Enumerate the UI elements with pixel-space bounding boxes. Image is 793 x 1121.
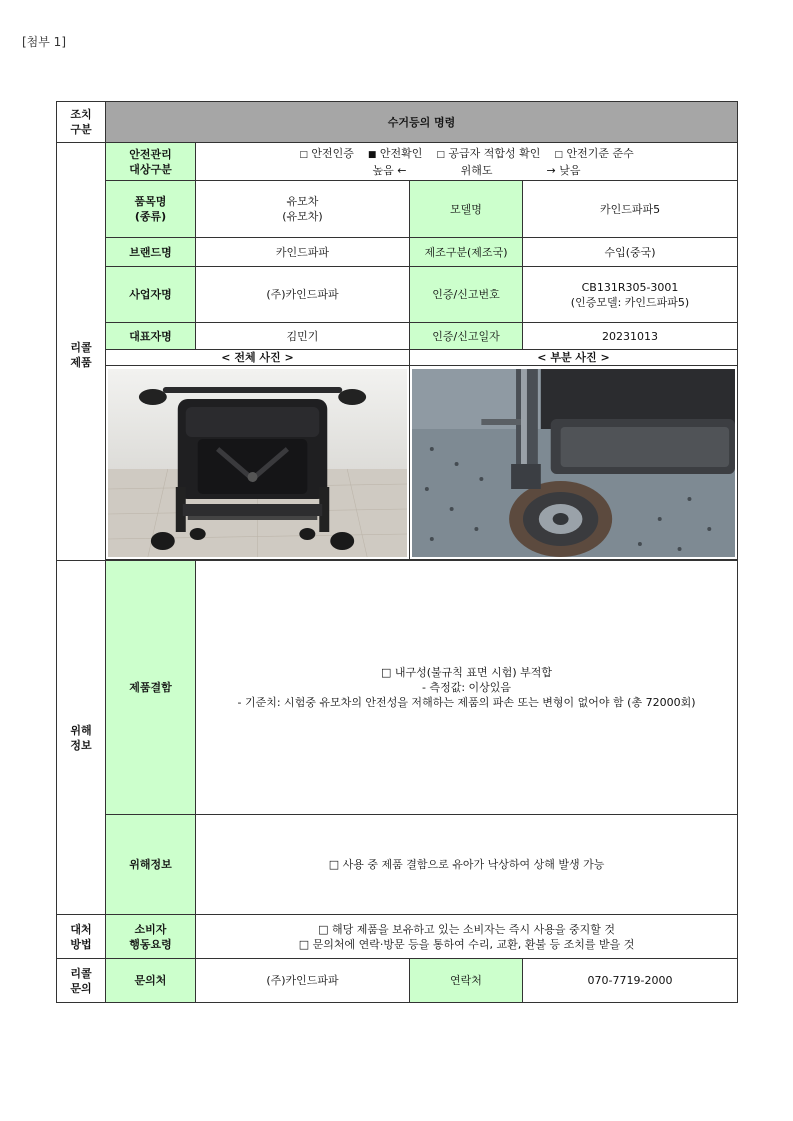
full-photo-label: < 전체 사진 > <box>106 350 410 366</box>
attachment-label: [첨부 1] <box>22 35 66 49</box>
ceo-label: 대표자명 <box>106 323 196 350</box>
guide-line: □ 해당 제품을 보유하고 있는 소비자는 즉시 사용을 중지할 것 <box>318 922 615 936</box>
action-method-section-label: 대처 방법 <box>57 915 106 959</box>
contact-value: (주)카인드파파 <box>196 959 410 1003</box>
consumer-guide-label: 소비자 행동요령 <box>106 915 196 959</box>
full-product-photo <box>106 366 410 560</box>
phone-label: 연락처 <box>410 959 523 1003</box>
hazard-info-label: 위해정보 <box>106 815 196 915</box>
cert-number-value: CB131R305-3001 (인증모델: 카인드파파5) <box>523 267 738 323</box>
safety-category-options <box>196 143 738 181</box>
product-defect-details <box>196 561 738 815</box>
item-value: 유모차 (유모차) <box>196 181 410 238</box>
consumer-guide-text <box>196 915 738 959</box>
hazard-info-text: □ 사용 중 제품 결함으로 유아가 낙상하여 상해 발생 가능 <box>196 815 738 915</box>
defect-line: □ 내구성(불규칙 표면 시험) 부적합 <box>380 666 553 679</box>
option-supplier-conformity: □ 공급자 적합성 확인 <box>436 146 541 160</box>
cert-number-label: 인증/신고번호 <box>410 267 523 323</box>
stroller-wheel-closeup-image <box>412 369 735 557</box>
action-category-label: 조치 구분 <box>57 102 106 143</box>
hazard-scale-low: → 낮음 <box>546 163 581 177</box>
brand-label: 브랜드명 <box>106 238 196 267</box>
recall-notice-table <box>56 101 738 1003</box>
contact-label: 문의처 <box>106 959 196 1003</box>
company-value: (주)카인드파파 <box>196 267 410 323</box>
model-value: 카인드파파5 <box>523 181 738 238</box>
cert-date-label: 인증/신고일자 <box>410 323 523 350</box>
defect-line: - 기준치: 시험중 유모차의 안전성을 저해하는 제품의 파손 또는 변형이 없어야 함 (총 72000회) <box>237 696 696 709</box>
recall-contact-section-label: 리콜 문의 <box>57 959 106 1003</box>
option-safety-check: ■ 안전확인 <box>367 146 423 160</box>
defect-line: - 측정값: 이상있음 <box>421 681 512 694</box>
product-defect-label: 제품결함 <box>106 561 196 815</box>
hazard-scale-mid: 위해도 <box>460 163 493 177</box>
hazard-scale-high: 높음 ← <box>372 163 407 177</box>
origin-label: 제조구분(제조국) <box>410 238 523 267</box>
safety-category-label: 안전관리 대상구분 <box>106 143 196 181</box>
model-label: 모델명 <box>410 181 523 238</box>
cert-date-value: 20231013 <box>523 323 738 350</box>
brand-value: 카인드파파 <box>196 238 410 267</box>
guide-line: □ 문의처에 연락·방문 등을 통하여 수리, 교환, 환불 등 조치를 받을 것 <box>298 937 635 951</box>
partial-photo-label: < 부분 사진 > <box>410 350 738 366</box>
ceo-value: 김민기 <box>196 323 410 350</box>
item-label: 품목명 (종류) <box>106 181 196 238</box>
phone-value: 070-7719-2000 <box>523 959 738 1003</box>
partial-product-photo <box>410 366 738 560</box>
option-safety-cert: □ 안전인증 <box>299 146 354 160</box>
stroller-full-image <box>108 369 407 557</box>
page-title: 수거등의 명령 <box>106 102 738 143</box>
recall-product-section-label: 리콜 제품 <box>57 143 106 561</box>
origin-value: 수입(중국) <box>523 238 738 267</box>
company-label: 사업자명 <box>106 267 196 323</box>
hazard-info-section-label: 위해 정보 <box>57 561 106 915</box>
option-safety-standard: □ 안전기준 준수 <box>554 146 634 160</box>
